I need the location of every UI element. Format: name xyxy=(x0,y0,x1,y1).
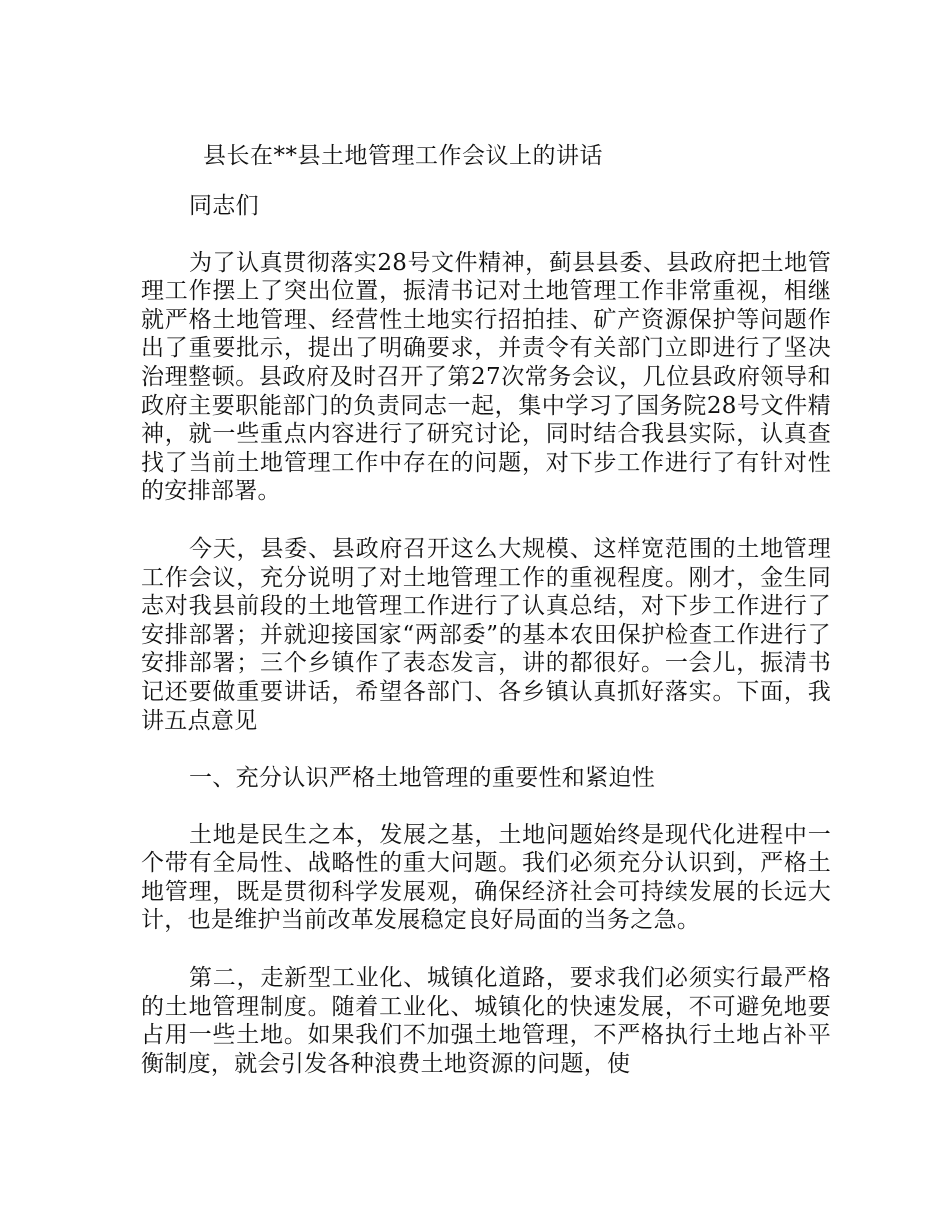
document-title: 县长在**县土地管理工作会议上的讲话 xyxy=(203,143,603,169)
salutation: 同志们 xyxy=(189,193,259,219)
document-page xyxy=(141,140,831,1107)
body-paragraph: 土地是民生之本，发展之基，土地问题始终是现代化进程中一个带有全局性、战略性的重大问题。我们必须充分认识到，严格土地管理，既是贯彻科学发展观，确保经济社会可持续发展的长远大计，也是维护当前改革发展稳定良好局面的当务之急。 xyxy=(141,821,831,934)
section-heading: 一、充分认识严格土地管理的重要性和紧迫性 xyxy=(189,765,655,792)
body-paragraph: 第二，走新型工业化、城镇化道路，要求我们必须实行最严格的土地管理制度。随着工业化、城镇化的快速发展，不可避免地要占用一些土地。如果我们不加强土地管理，不严格执行土地占补平衡制度，就会引发各种浪费土地资源的问题，使 xyxy=(141,965,831,1077)
body-paragraph: 为了认真贯彻落实28号文件精神，蓟县县委、县政府把土地管理工作摆上了突出位置，振清书记对土地管理工作非常重视，相继就严格土地管理、经营性土地实行招拍挂、矿产资源保护等问题作出了重要批示，提出了明确要求，并责令有关部门立即进行了坚决治理整顿。县政府及时召开了第27次常务会议，几位县政府领导和政府主要职能部门的负责同志一起，集中学习了国务院28号文件精神，就一些重点内容进行了研究讨论，同时结合我县实际，认真查找了当前土地管理工作中存在的问题，对下步工作进行了有针对性的安排部署。 xyxy=(141,249,831,505)
body-paragraph: 今天，县委、县政府召开这么大规模、这样宽范围的土地管理工作会议，充分说明了对土地管理工作的重视程度。刚才，金生同志对我县前段的土地管理工作进行了认真总结，对下步工作进行了安排部署；并就迎接国家“两部委”的基本农田保护检查工作进行了安排部署；三个乡镇作了表态发言，讲的都很好。一会儿，振清书记还要做重要讲话，希望各部门、各乡镇认真抓好落实。下面，我讲五点意见 xyxy=(141,535,831,734)
